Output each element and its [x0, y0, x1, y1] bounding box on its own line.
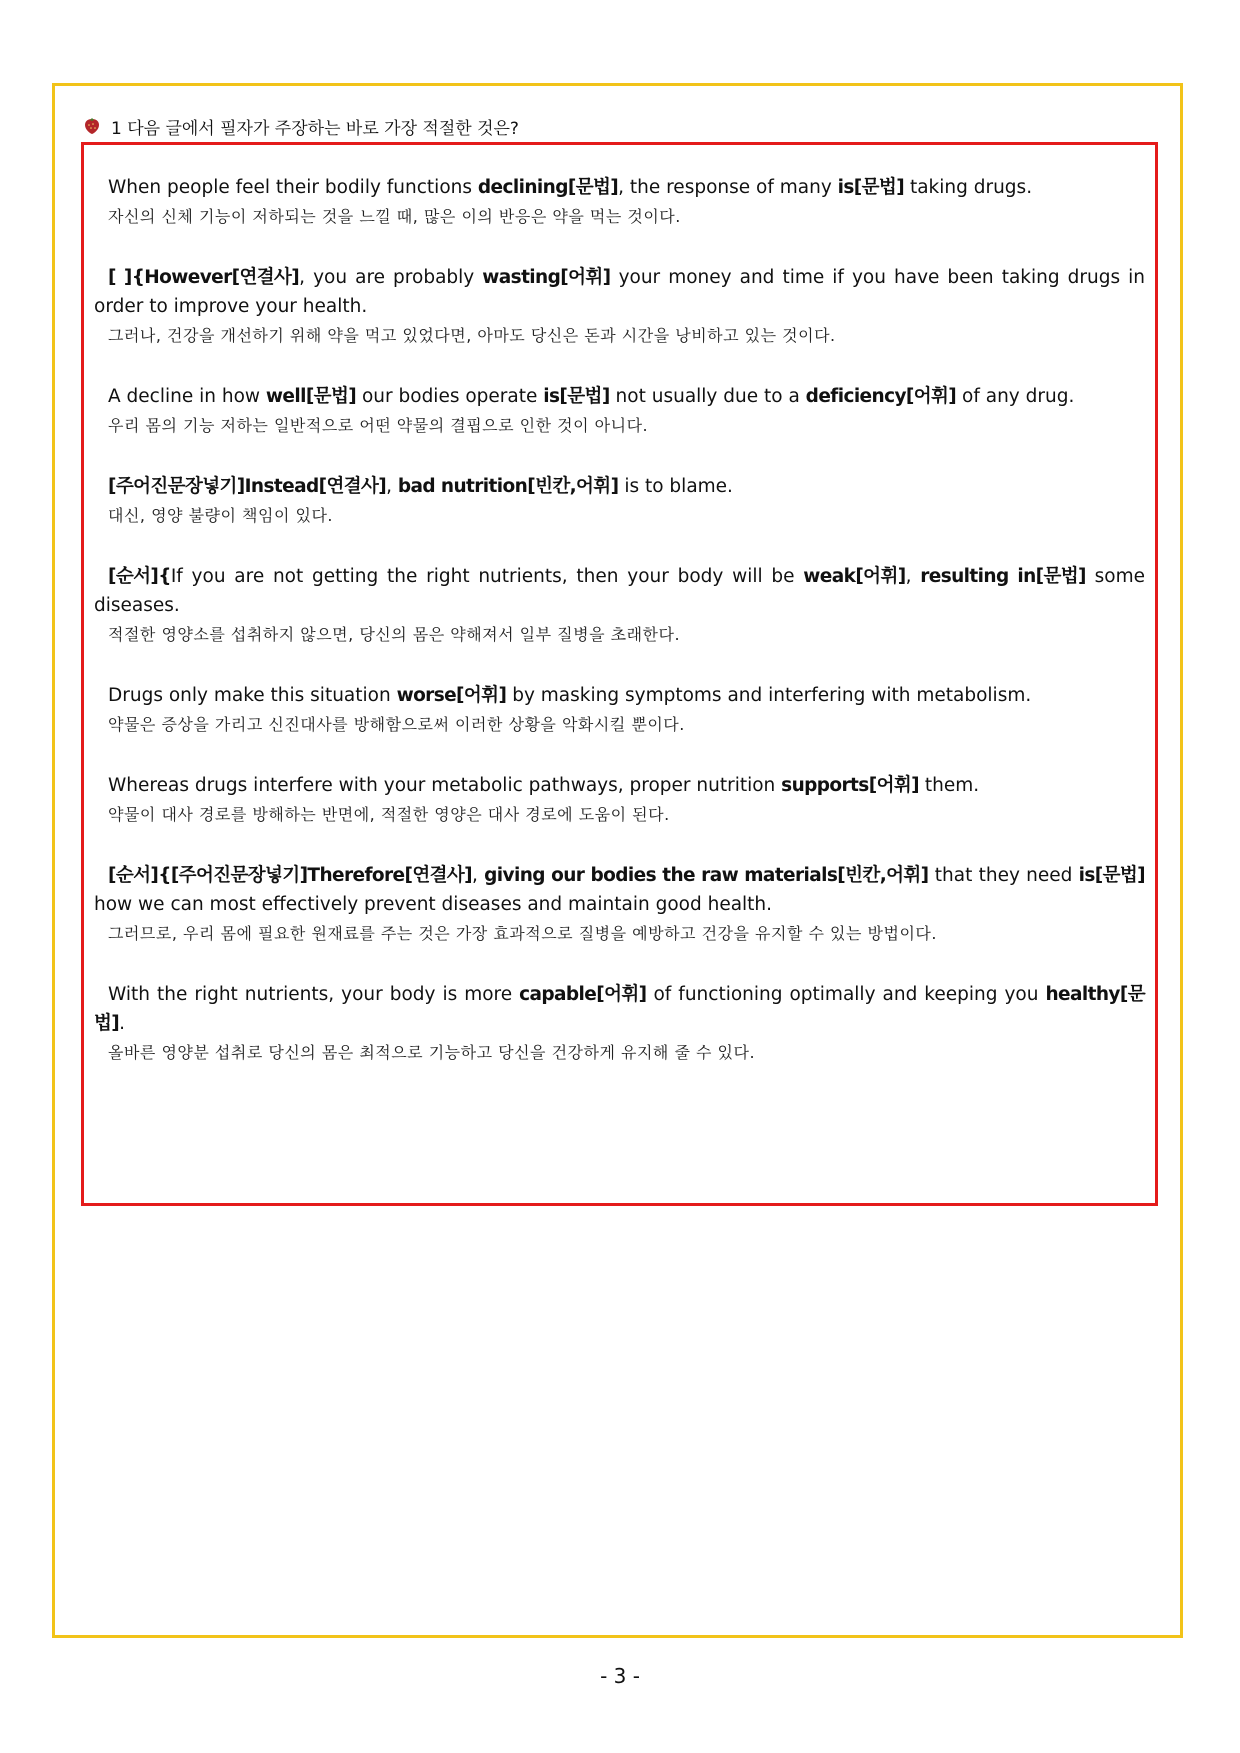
annotated-phrase: [순서]{[주어진문장넣기]Therefore[연결사] [108, 865, 472, 886]
annotated-phrase: deficiency[어휘] [805, 386, 957, 407]
korean-translation: 올바른 영양분 섭취로 당신의 몸은 최적으로 기능하고 당신을 건강하게 유지해 줄 수 있다. [108, 1043, 756, 1062]
strawberry-bullet-icon [83, 117, 101, 135]
sentence-text: , you are probably [299, 267, 483, 288]
annotated-phrase: giving our bodies the raw materials[빈칸,어휘] [484, 865, 929, 886]
annotated-phrase: well[문법] [265, 386, 357, 407]
sentence-pair [94, 472, 1145, 528]
question-header [83, 112, 519, 140]
sentence-pair [94, 562, 1145, 647]
sentence-pair [94, 681, 1145, 737]
sentence-pair [94, 771, 1145, 827]
annotated-phrase: worse[어휘] [396, 685, 507, 706]
sentence-text: taking drugs. [904, 177, 1033, 198]
korean-translation: 그러므로, 우리 몸에 필요한 원재료를 주는 것은 가장 효과적으로 질병을 예방하고 건강을 유지할 수 있는 방법이다. [108, 924, 937, 943]
annotated-phrase: capable[어휘] [519, 984, 647, 1005]
annotated-phrase: [ ]{ [108, 267, 145, 288]
sentence-text: that they need [928, 865, 1079, 886]
sentence-text: Whereas drugs interfere with your metabolic pathways, proper nutrition [108, 775, 782, 796]
sentence-text: , [472, 865, 485, 886]
passage-box [81, 142, 1158, 1206]
sentence-text: is to blame. [618, 476, 733, 497]
sentence-text: how we can most effectively prevent diseases and maintain good health. [94, 894, 773, 915]
annotated-phrase: wasting[어휘] [482, 267, 611, 288]
korean-translation: 대신, 영양 불량이 책임이 있다. [108, 506, 333, 525]
sentence-text: of functioning optimally and keeping you [646, 984, 1046, 1005]
sentence-text: , the response of many [618, 177, 838, 198]
sentence-text: If you are not getting the right nutrients, then your body will be [170, 566, 804, 587]
sentence-text: With the right nutrients, your body is more [108, 984, 520, 1005]
korean-translation: 그러나, 건강을 개선하기 위해 약을 먹고 있었다면, 아마도 당신은 돈과 시간을 낭비하고 있는 것이다. [108, 326, 836, 345]
sentence-text: . [119, 1013, 126, 1034]
english-sentence [94, 980, 1145, 1038]
sentence-text: your money and time if you have been taking drugs in order to improve your health. [94, 267, 1145, 317]
sentence-text: , [386, 476, 398, 497]
korean-translation: 적절한 영양소를 섭취하지 않으면, 당신의 몸은 약해져서 일부 질병을 초래한다. [108, 625, 681, 644]
sentence-text: not usually due to a [609, 386, 806, 407]
sentence-text: A decline in how [108, 386, 266, 407]
sentence-text: our bodies operate [356, 386, 544, 407]
sentence-text: of any drug. [956, 386, 1075, 407]
sentence-text: them. [918, 775, 980, 796]
annotated-phrase: declining[문법] [477, 177, 619, 198]
sentence-text: by masking symptoms and interfering with metabolism. [506, 685, 1032, 706]
english-sentence [94, 771, 1145, 800]
sentence-pair [94, 382, 1145, 438]
sentence-text: , [905, 566, 921, 587]
english-sentence [94, 472, 1145, 501]
annotated-phrase: However[연결사] [144, 267, 300, 288]
annotated-phrase: is[문법] [543, 386, 610, 407]
english-sentence [94, 173, 1145, 202]
annotated-phrase: supports[어휘] [781, 775, 919, 796]
annotated-phrase: [주어진문장넣기]Instead[연결사] [108, 476, 387, 497]
korean-translation: 약물은 증상을 가리고 신진대사를 방해함으로써 이러한 상황을 악화시킬 뿐이다. [108, 715, 685, 734]
annotated-phrase: healthy[문법] [94, 984, 1145, 1034]
sentence-pair [94, 980, 1145, 1065]
sentence-text: some diseases. [94, 566, 1146, 616]
korean-translation: 우리 몸의 기능 저하는 일반적으로 어떤 약물의 결핍으로 인한 것이 아니다. [108, 416, 649, 435]
english-sentence [94, 562, 1145, 620]
annotated-phrase: weak[어휘] [803, 566, 906, 587]
annotated-phrase: [순서]{ [108, 566, 171, 587]
sentence-pair [94, 263, 1145, 348]
question-title: 1 다음 글에서 필자가 주장하는 바로 가장 적절한 것은? [111, 118, 519, 139]
korean-translation: 자신의 신체 기능이 저하되는 것을 느낄 때, 많은 이의 반응은 약을 먹는 것이다. [108, 207, 681, 226]
page-number: - 3 - [600, 1664, 640, 1688]
annotated-phrase: is[문법] [1078, 865, 1146, 886]
annotated-phrase: is[문법] [837, 177, 905, 198]
annotated-phrase: bad nutrition[빈칸,어휘] [397, 476, 619, 497]
annotated-phrase: resulting in[문법] [920, 566, 1086, 587]
english-sentence [94, 382, 1145, 411]
sentence-text: Drugs only make this situation [108, 685, 397, 706]
sentence-pair [94, 861, 1145, 946]
sentence-pair [94, 173, 1145, 229]
english-sentence [94, 861, 1145, 919]
english-sentence [94, 681, 1145, 710]
english-sentence [94, 263, 1145, 321]
korean-translation: 약물이 대사 경로를 방해하는 반면에, 적절한 영양은 대사 경로에 도움이 된다. [108, 805, 670, 824]
sentence-text: When people feel their bodily functions [108, 177, 478, 198]
